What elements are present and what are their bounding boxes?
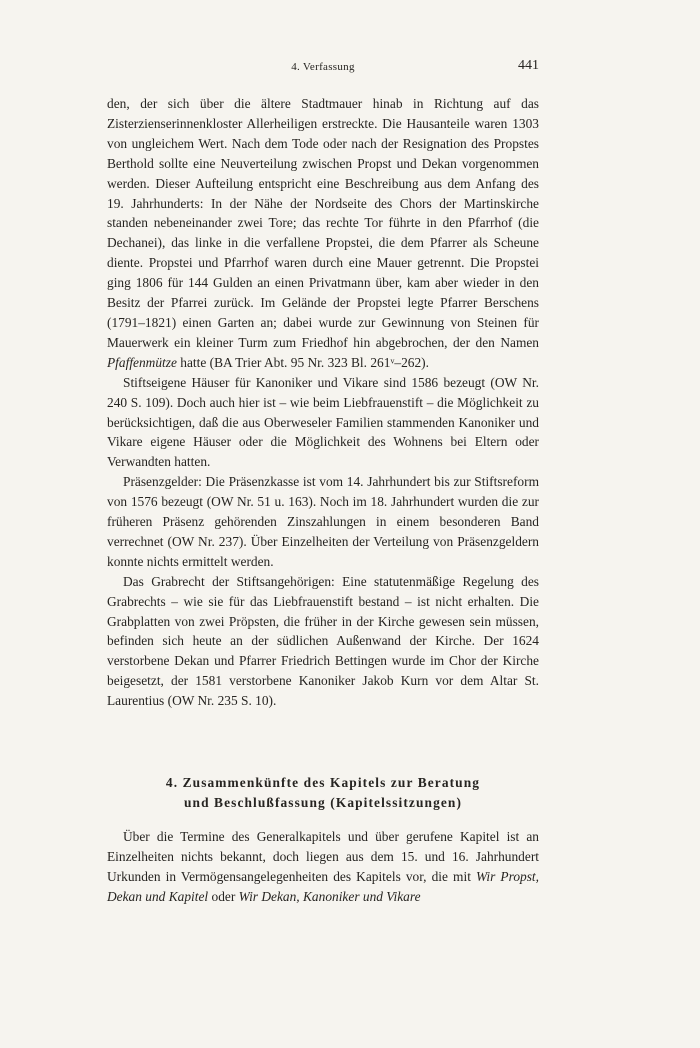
paragraph-chapter-meetings xyxy=(107,827,539,907)
body-text xyxy=(107,94,539,907)
running-head-title: 4. Verfassung xyxy=(291,61,355,73)
paragraph-canon-houses: Stiftseigene Häuser für Kanoniker und Vikare sind 1586 bezeugt (OW Nr. 240 S. 109). Doch auch hier ist – wie beim Liebfrauenstift – die Möglichkeit zu berücksichtigen, daß die aus Oberweseler Familien stammenden Kanoniker und Vikare eigene Häuser oder die Möglichkeit des Wohnens bei Eltern oder Verwandten hatten. xyxy=(107,374,539,470)
running-head xyxy=(107,58,539,78)
paragraph-burial-right: Das Grabrecht der Stiftsangehörigen: Eine statutenmäßige Regelung des Grabrechts – wie sie für das Liebfrauenstift bestand – ist nicht erhalten. Die Grabplatten von zwei Pröpsten, die früher in der Kirche gewesen sein müssen, befinden sich heute an der südlichen Außenwand der Kirche. Der 1624 verstorbene Dekan und Pfarrer Friedrich Bettingen wurde im Chor der Kirche beigesetzt, der 1581 verstorbene Kanoniker Jakob Kurn vor dem Altar St. Laurentius (OW Nr. 235 S. 10). xyxy=(107,573,539,709)
paragraph-text: den, der sich über die ältere Stadtmauer hinab in Richtung auf das Zisterzienserinnenkloster Allerheiligen erstreckte. Die Hausanteile waren 1303 von ungleichem Wert. Nach dem Tode oder nach der Resignation des Propstes Berthold sollte eine Neuverteilung zwischen Propst und Dekan vorgenommen werden. Dieser Aufteilung entspricht eine Beschreibung aus dem Anfang des 19. Jahrhunderts: In der Nähe der Nordseite des Chors der Martinskirche standen nebeneinander zwei Tore; das rechte Tor führte in den Pfarrhof (die Dechanei), das linke in die verfallene Propstei, die dem Pfarrer als Scheune diente. Propstei und Pfarrhof waren durch eine Mauer getrennt. Die Propstei ging 1806 für 144 Gulden an einen Privatmann über, kam aber wieder in den Besitz der Pfarrei zurück. Im Gelände der Propstei legte Pfarrer Berschens (1791–1821) einen Garten an; dabei wurde zur Gewinnung von Steinen für Mauerwerk ein kleiner Turm zum Friedhof hin abgebrochen, der den Namen xyxy=(107,96,539,350)
section-heading-line-1: 4. Zusammenkünfte des Kapitels zur Beratung xyxy=(165,775,481,791)
paragraph-text-tail: hatte (BA Trier Abt. 95 Nr. 323 Bl. 261ᵛ–262). xyxy=(176,354,429,370)
section-heading-line-2: und Beschlußfassung (Kapitelssitzungen) xyxy=(183,795,463,810)
paragraph-presence-money: Präsenzgelder: Die Präsenzkasse ist vom 14. Jahrhundert bis zur Stiftsreform von 1576 bezeugt (OW Nr. 51 u. 163). Noch im 18. Jahrhundert wurden die zur früheren Präsenz gehörenden Zinszahlungen in einem besonderen Band verrechnet (OW Nr. 237). Über Einzelheiten der Verteilung von Präsenzgeldern konnte nichts ermittelt werden. xyxy=(107,474,539,569)
paragraph-italic-2: Wir Dekan, Kanoniker und Vikare xyxy=(238,888,421,904)
paragraph-text: Über die Termine des Generalkapitels und über gerufene Kapitel ist an Einzelheiten nichts bekannt, doch liegen aus dem 15. und 16. Jahrhundert Urkunden in Vermögensangelegenheiten des Kapitels vor, die mit xyxy=(107,828,539,884)
page-number: 441 xyxy=(518,58,539,73)
section-heading xyxy=(107,773,539,813)
paragraph-houses-continued xyxy=(107,94,539,373)
paragraph-italic: Pfaffenmütze xyxy=(107,354,177,370)
paragraph-italic-1: Wir Propst, Dekan und Kapitel xyxy=(107,868,539,904)
paragraph-text-mid: oder xyxy=(208,888,239,904)
